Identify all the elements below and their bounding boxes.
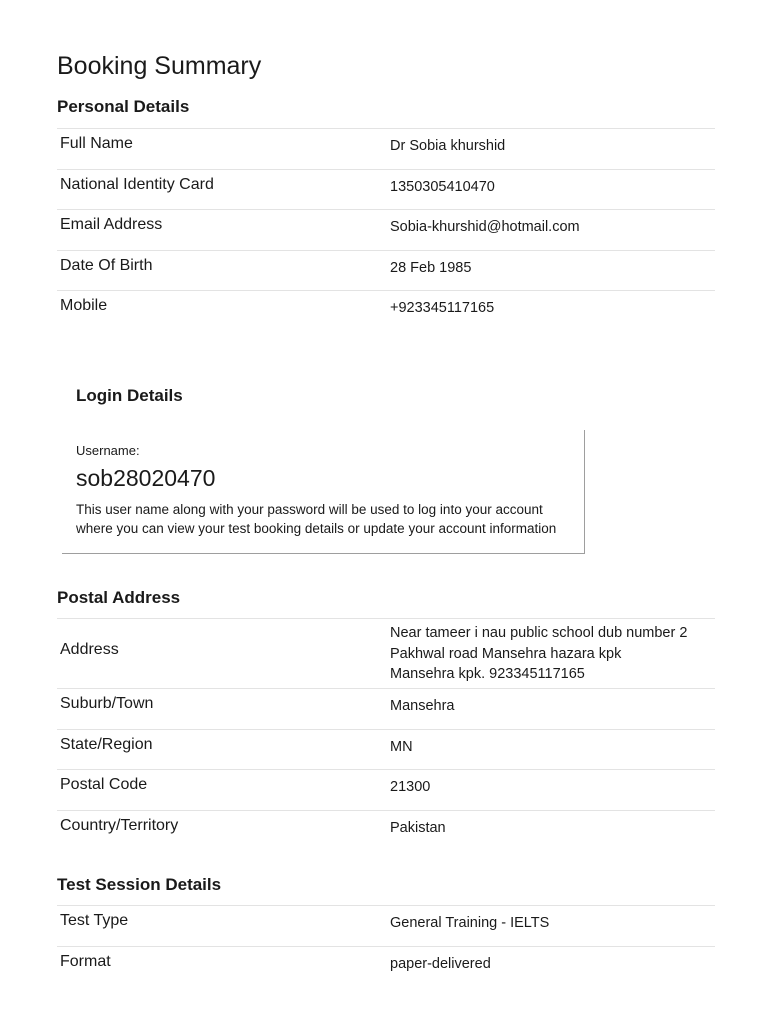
field-label: State/Region <box>60 735 153 753</box>
field-label: Country/Territory <box>60 816 179 834</box>
field-label: Format <box>60 952 111 970</box>
state-row <box>57 730 715 771</box>
country-row <box>57 811 715 852</box>
postal-address-heading: Postal Address <box>57 588 181 607</box>
format-value: paper-delivered <box>390 955 491 972</box>
field-label: Postal Code <box>60 776 148 793</box>
postal-code-row <box>57 770 715 811</box>
postal-address-table <box>57 618 715 851</box>
field-label: Email Address <box>60 216 163 233</box>
national-id-value: 1350305410470 <box>390 178 495 195</box>
username-value: sob28020470 <box>76 465 216 491</box>
suburb-value: Mansehra <box>390 698 455 714</box>
full-name-value: Dr Sobia khurshid <box>390 138 506 154</box>
field-label: Full Name <box>60 135 133 152</box>
format-row <box>57 947 715 988</box>
national-id-row <box>57 170 715 211</box>
date-of-birth-row <box>57 251 715 292</box>
mobile-value: +923345117165 <box>390 300 495 316</box>
personal-details-heading: Personal Details <box>57 97 190 116</box>
country-value: Pakistan <box>390 819 446 836</box>
suburb-row <box>57 689 715 730</box>
personal-details-table <box>57 128 715 332</box>
field-label: Date Of Birth <box>60 256 153 274</box>
email-row <box>57 210 715 251</box>
state-value: MN <box>390 738 413 755</box>
postal-code-value: 21300 <box>390 779 431 795</box>
mobile-row <box>57 291 715 332</box>
address-value <box>390 623 687 685</box>
login-details-heading: Login Details <box>76 386 183 405</box>
login-details-box <box>62 430 585 554</box>
date-of-birth-value: 28 Feb 1985 <box>390 259 472 276</box>
test-session-table <box>57 905 715 987</box>
field-label: Suburb/Town <box>60 695 154 712</box>
field-label: Address <box>60 641 119 658</box>
username-note: This user name along with your password will be used to log into your account where you can view your test booking details or update your account information <box>76 502 557 536</box>
username-label: Username: <box>76 443 140 458</box>
address-row <box>57 619 715 689</box>
address-line: Near tameer i nau public school dub number 2 <box>390 625 688 641</box>
address-line: Pakhwal road Mansehra hazara kpk <box>390 645 622 662</box>
field-label: National Identity Card <box>60 175 214 193</box>
field-label: Mobile <box>60 297 108 314</box>
test-session-heading: Test Session Details <box>57 875 222 894</box>
address-line: Mansehra kpk. 923345117165 <box>390 666 585 682</box>
email-value: Sobia-khurshid@hotmail.com <box>390 219 580 235</box>
test-type-value: General Training - IELTS <box>390 915 550 931</box>
test-type-row <box>57 906 715 947</box>
page-title: Booking Summary <box>57 52 262 80</box>
full-name-row <box>57 129 715 170</box>
field-label: Test Type <box>60 912 129 929</box>
